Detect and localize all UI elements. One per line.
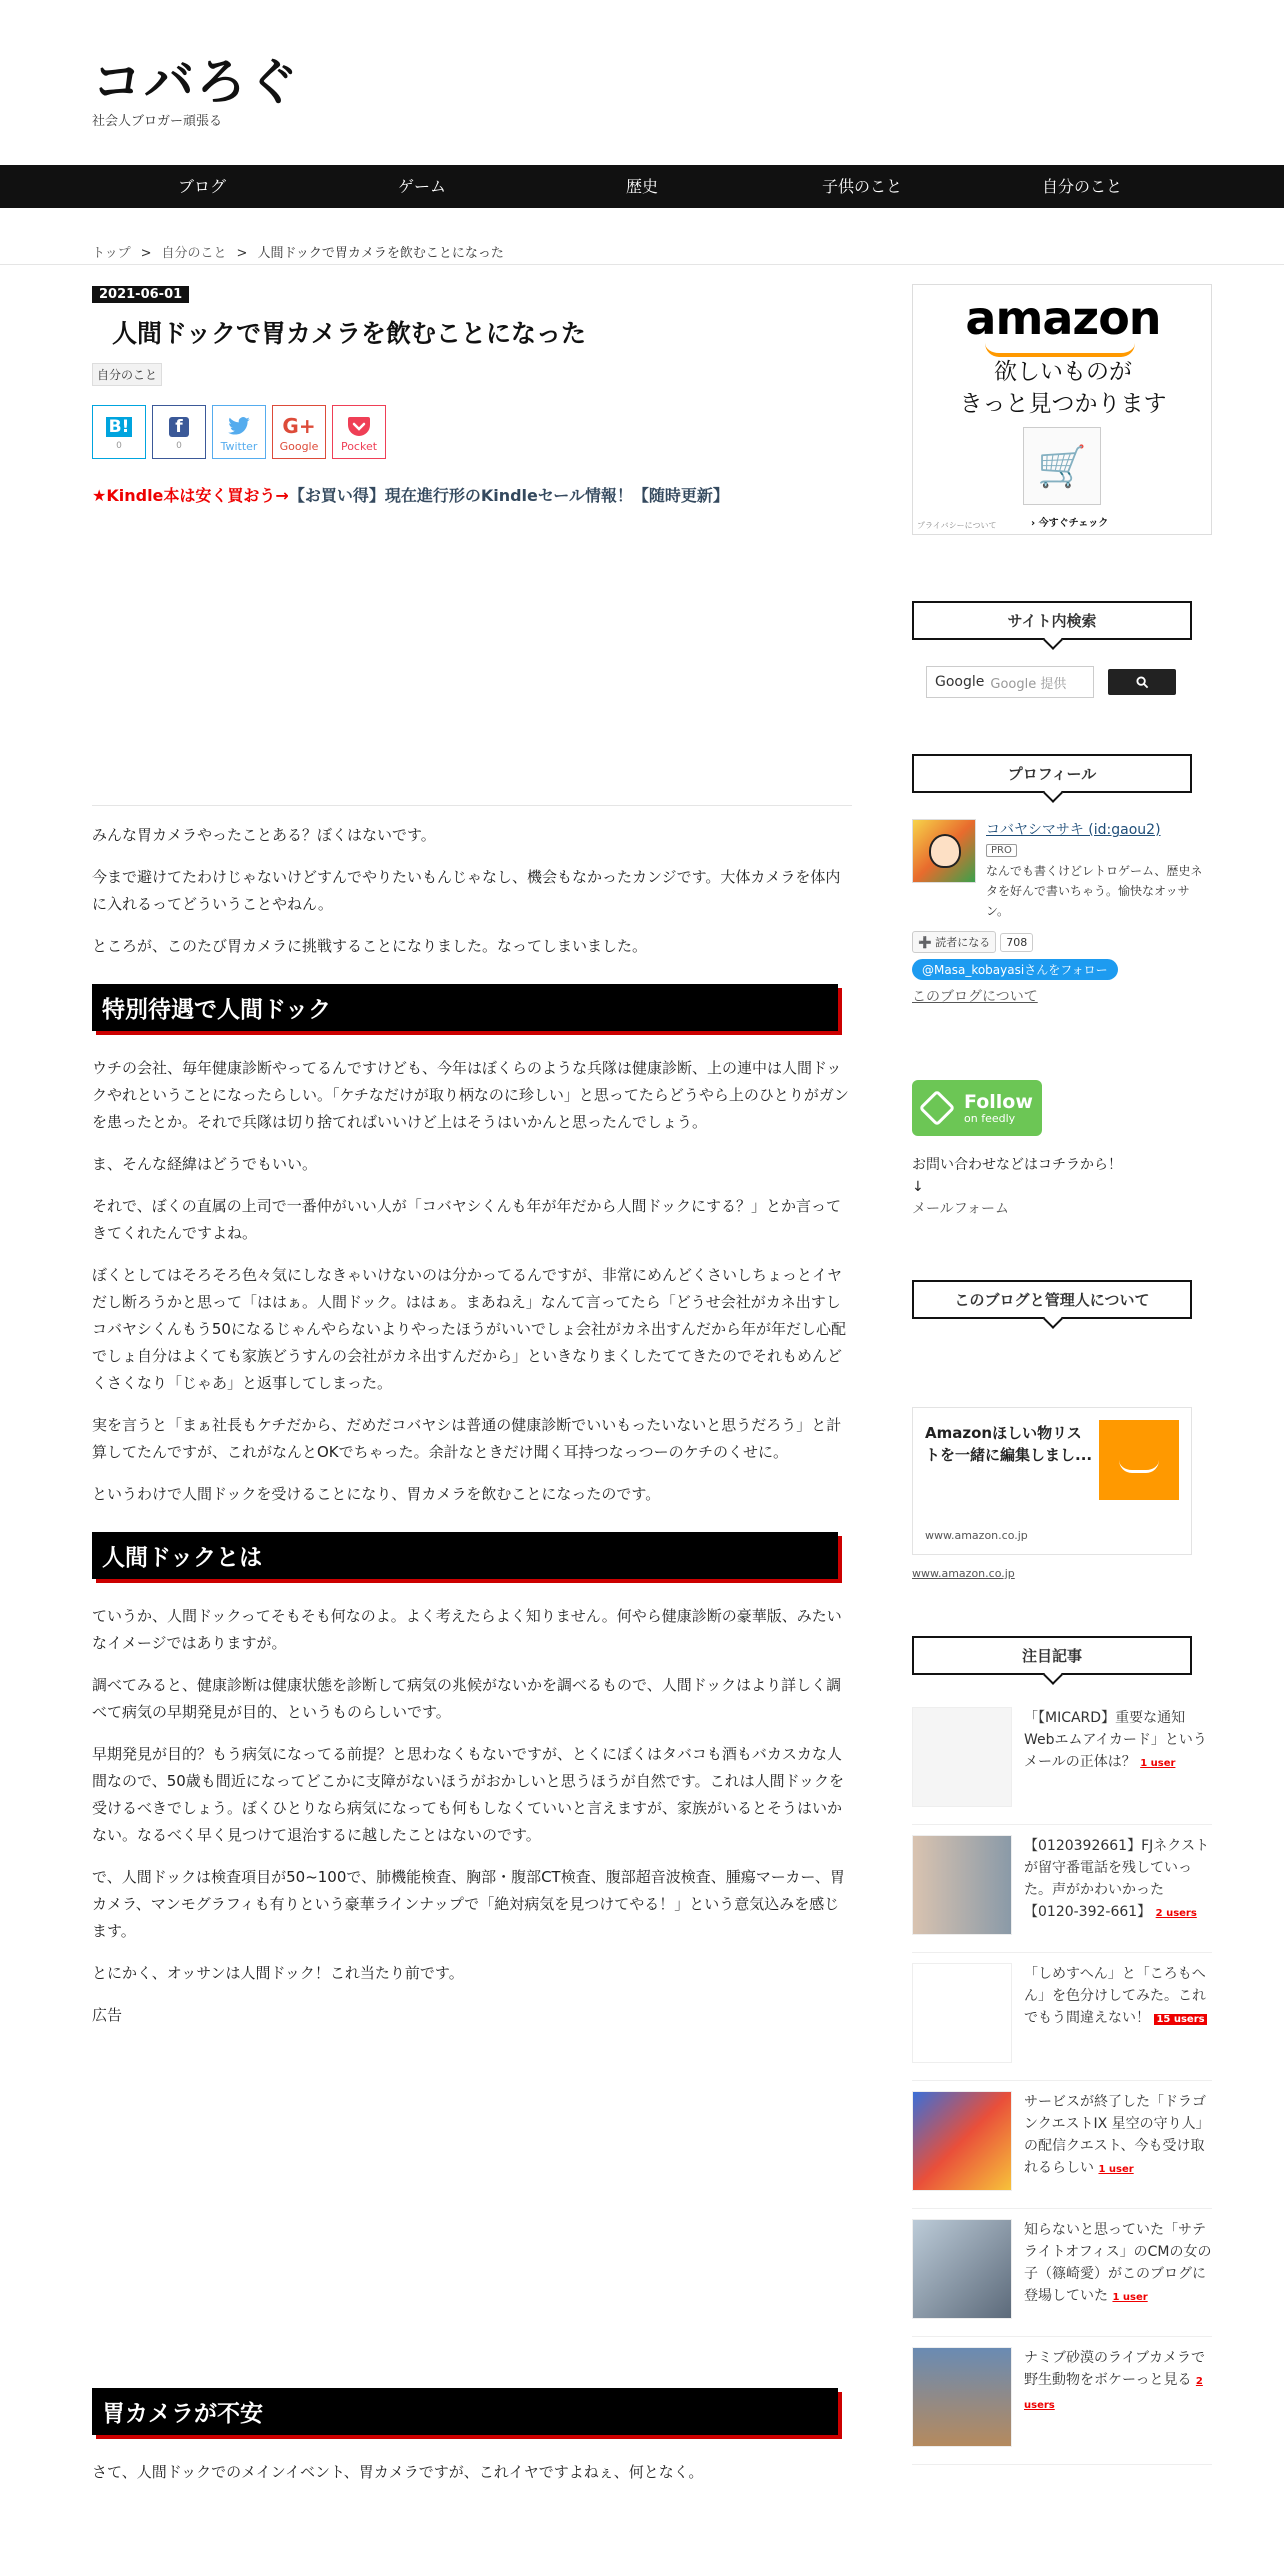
hot-entry[interactable] <box>912 1825 1212 1953</box>
thumbnail <box>912 2091 1012 2191</box>
reader-count: 708 <box>1000 933 1033 952</box>
twitter-follow-button[interactable]: @Masa_kobayasiさんをフォロー <box>912 959 1118 980</box>
breadcrumb-category[interactable]: 自分のこと <box>161 246 227 261</box>
check-now-link[interactable]: › 今すぐチェック <box>1031 518 1109 529</box>
entry-title: 「【MICARD】重要な通知Webエムアイカード」というメールの正体は？ <box>1024 1710 1207 1770</box>
amazon-ad-line2: きっと見つかります <box>959 391 1167 417</box>
entry-title: 「しめすへん」と「ころもへん」を色分けしてみた。これでもう間違えない！ <box>1024 1966 1206 2026</box>
hatena-bookmark-button[interactable] <box>92 405 146 459</box>
article <box>92 284 852 2501</box>
amazon-link[interactable]: www.amazon.co.jp <box>912 1567 1015 1580</box>
section-heading: 人間ドックとは <box>92 1532 838 1579</box>
google-brand: Google <box>935 674 985 690</box>
hatena-icon: B! <box>105 413 133 441</box>
paragraph: で、人間ドックは検査項目が50~100で、肺機能検査、胸部・腹部CT検査、腹部超音波検査、腫瘍マーカー、胃カメラ、マンモグラフィも有りという豪華ラインナップで「絶対病気を見つけてやる！」という意気込みを感じます。 <box>92 1868 845 1940</box>
entry-title: 【0120392661】FJネクストが留守番電話を残していった。声がかわいかった【0120-392-661】 <box>1024 1838 1210 1920</box>
pocket-icon <box>345 412 373 440</box>
bookmark-count[interactable]: 15 users <box>1156 2014 1205 2025</box>
share-buttons <box>92 405 852 459</box>
section-heading: 特別待遇で人間ドック <box>92 984 838 1031</box>
twitter-label: Twitter <box>220 439 258 453</box>
cart-icon: 🛒 <box>1023 427 1101 505</box>
kindle-sale-link[interactable]: 【お買い得】現在進行形のKindleセール情報！【随時更新】 <box>288 486 729 505</box>
kindle-promo <box>92 483 852 506</box>
paragraph: ていうか、人間ドックってそもそも何なのよ。よく考えたらよく知りません。何やら健康診断の豪華版、みたいなイメージではありますが。 <box>92 1607 842 1652</box>
thumbnail <box>912 2219 1012 2319</box>
amazon-logo: amazon <box>965 291 1161 345</box>
card-domain: www.amazon.co.jp <box>925 1529 1028 1542</box>
reader-widget <box>912 931 1212 953</box>
kindle-prefix: ★Kindle本は安く買おう→ <box>92 486 289 505</box>
about-blog-link[interactable]: このブログについて <box>912 989 1038 1005</box>
breadcrumb-current: 人間ドックで胃カメラを飲むことになった <box>257 246 504 261</box>
site-title[interactable]: コバろぐ <box>92 53 300 111</box>
entry-title: サービスが終了した「ドラゴンクエストIX 星空の守り人」の配信クエスト、今も受け取れるらしい <box>1024 2094 1210 2176</box>
twitter-share-button[interactable] <box>212 405 266 459</box>
arrow-down-icon: ↓ <box>912 1179 924 1195</box>
hot-entry[interactable] <box>912 1953 1212 2081</box>
bookmark-count[interactable]: 2 users <box>1024 2376 1203 2411</box>
pocket-label: Pocket <box>340 439 378 453</box>
hot-entry[interactable] <box>912 2209 1212 2337</box>
nav-item-blog[interactable]: ブログ <box>177 177 226 196</box>
thumbnail <box>912 1835 1012 1935</box>
widget-title-search: サイト内検索 <box>912 601 1192 640</box>
paragraph: ぼくとしてはそろそろ色々気にしなきゃいけないのは分かってるんですが、非常にめんどくさいしちょっとイヤだし断ろうかと思って「ははぁ。人間ドック。ははぁ。まあねえ」なんて言ってたら「どうせ会社がカネ出すしコバヤシくんもう50になるじゃんやらないよりやったほうがいいでしょ会社がカネ出すんだから年が年だし心配でしょ自分はよくても家族どうすんの会社がカネ出すんだから」といきなりまくしたててきたのでそれもめんどくさくなり「じゃあ」と返事してしまった。 <box>92 1266 846 1392</box>
ad-space <box>92 2044 852 2364</box>
amazon-thumbnail <box>1099 1420 1179 1500</box>
feedly-title: Follow <box>964 1090 1033 1113</box>
amazon-wishlist-card[interactable] <box>912 1407 1192 1555</box>
paragraph: 調べてみると、健康診断は健康状態を診断して病気の兆候がないかを調べるもので、人間ドックはより詳しく調べて病気の早期発見が目的、というものらしいです。 <box>92 1676 842 1721</box>
facebook-share-button[interactable] <box>152 405 206 459</box>
category-tag[interactable]: 自分のこと <box>92 363 162 386</box>
sidebar <box>912 284 1212 2465</box>
pro-badge: PRO <box>986 844 1017 857</box>
paragraph: 早期発見が目的？もう病気になってる前提？と思わなくもないですが、とくにぼくはタバコも酒もバカスカな人間なので、50歳も間近になってどこかに支障がないほうがおかしいと思うほうが自然です。これは人間ドックを受けるべきでしょう。ぼくひとりなら病気になっても何もしなくていいと言えますが、家族がいるとそうはいかない。なるべく早く見つけて退治するに越したことはないのです。 <box>92 1745 844 1844</box>
search-icon <box>1136 676 1149 689</box>
ad-space <box>92 506 852 806</box>
subscribe-button[interactable]: ➕ 読者になる <box>912 931 996 953</box>
contact-section <box>912 1154 1212 1220</box>
paragraph: それで、ぼくの直属の上司で一番仲がいい人が「コバヤシくんも年が年だから人間ドックにする？」とか言ってきてくれたんですよね。 <box>92 1197 841 1242</box>
contact-text: お問い合わせなどはコチラから！ <box>912 1157 1122 1173</box>
paragraph: というわけで人間ドックを受けることになり、胃カメラを飲むことになったのです。 <box>92 1485 661 1503</box>
bookmark-count[interactable]: 1 user <box>1140 1758 1176 1769</box>
global-nav <box>0 165 1284 208</box>
ad-label: 広告 <box>92 2006 123 2024</box>
twitter-icon <box>225 412 253 440</box>
share-count: 0 <box>116 441 122 451</box>
article-body <box>92 822 852 2486</box>
share-count: 0 <box>176 441 182 451</box>
facebook-icon: f <box>165 413 193 441</box>
feedly-sub: on feedly <box>964 1111 1016 1125</box>
avatar[interactable] <box>912 819 976 883</box>
breadcrumb-top[interactable]: トップ <box>92 246 131 261</box>
hot-entry[interactable] <box>912 1697 1212 1825</box>
search-button[interactable] <box>1108 669 1176 695</box>
amazon-ad-banner[interactable] <box>912 284 1212 535</box>
paragraph: 今まで避けてたわけじゃないけどすんでやりたいもんじゃなし、機会もなかったカンジです。大体カメラを体内に入れるってどういうことやねん。 <box>92 868 841 913</box>
breadcrumb <box>92 242 504 261</box>
divider <box>0 264 1284 265</box>
nav-item-kids[interactable]: 子供のこと <box>821 177 902 196</box>
thumbnail <box>912 1707 1012 1807</box>
bookmark-count[interactable]: 2 users <box>1155 1908 1197 1919</box>
breadcrumb-separator: > <box>140 246 152 261</box>
entry-title: ナミブ砂漠のライブカメラで野生動物をボケーっと見る <box>1024 2350 1206 2388</box>
post-date: 2021-06-01 <box>92 286 189 303</box>
nav-item-self[interactable]: 自分のこと <box>1041 177 1122 196</box>
pocket-share-button[interactable] <box>332 405 386 459</box>
search-input[interactable] <box>926 666 1094 698</box>
site-search <box>926 666 1212 698</box>
thumbnail <box>912 1963 1012 2063</box>
google-label: Google <box>279 439 319 453</box>
paragraph: ま、そんな経緯はどうでもいい。 <box>92 1155 318 1173</box>
google-plus-icon: G+ <box>282 413 316 438</box>
hot-entries <box>912 1697 1212 2465</box>
hot-entry[interactable] <box>912 2337 1212 2465</box>
profile-name-link[interactable]: コバヤシマサキ (id:gaou2) <box>986 822 1161 838</box>
bookmark-count[interactable]: 1 user <box>1098 2164 1134 2175</box>
site-header <box>0 0 1284 165</box>
paragraph: とにかく、オッサンは人間ドック！これ当たり前です。 <box>92 1964 464 1982</box>
widget-title-about: このブログと管理人について <box>912 1280 1192 1319</box>
post-title: 人間ドックで胃カメラを飲むことになった <box>112 319 587 348</box>
thumbnail <box>912 2347 1012 2447</box>
paragraph: ところが、このたび胃カメラに挑戦することになりました。なってしまいました。 <box>92 937 648 955</box>
feedly-icon <box>919 1090 956 1127</box>
nav-item-history[interactable]: 歴史 <box>625 177 658 196</box>
entry-title: 知らないと思っていた「サテライトオフィス」のCMの女の子（篠崎愛）がこのブログに登場していた <box>1024 2222 1212 2304</box>
profile-description: なんでも書くけどレトロゲーム、歴史ネタを好んで書いちゃう。愉快なオッサン。 <box>986 864 1203 918</box>
paragraph: みんな胃カメラやったことある？ぼくはないです。 <box>92 826 436 844</box>
nav-item-game[interactable]: ゲーム <box>397 177 446 196</box>
paragraph: 実を言うと「まぁ社長もケチだから、だめだコバヤシは普通の健康診断でいいもったいないと思うだろう」と計算してたんですが、これがなんとOKでちゃった。余計なときだけ聞く耳持つなっつーのケチのくせに。 <box>92 1416 842 1461</box>
amazon-ad-line1: 欲しいものが <box>994 359 1132 385</box>
search-placeholder: Google 提供 <box>990 676 1067 692</box>
feedly-follow-button[interactable] <box>912 1080 1042 1136</box>
card-title: Amazonほしい物リストを一緒に編集しまし... <box>925 1424 1093 1464</box>
privacy-link[interactable]: プライバシーについて <box>917 521 997 530</box>
google-plus-share-button[interactable] <box>272 405 326 459</box>
breadcrumb-separator: > <box>236 246 248 261</box>
widget-title-hot: 注目記事 <box>912 1636 1192 1675</box>
mail-form-link[interactable]: メールフォーム <box>912 1201 1010 1217</box>
paragraph: ウチの会社、毎年健康診断やってるんですけども、今年はぼくらのような兵隊は健康診断、上の連中は人間ドックやれということになったらしい。「ケチなだけが取り柄なのに珍しい」と思ってたらどうやら上のひとりがガンを患ったとか。それで兵隊は切り捨てればいいけど上はそうはいかんと思ったんでしょう。 <box>92 1059 849 1131</box>
profile-widget <box>912 819 1212 1006</box>
site-description: 社会人ブロガー頑張る <box>92 114 223 129</box>
hot-entry[interactable] <box>912 2081 1212 2209</box>
paragraph: さて、人間ドックでのメインイベント、胃カメラですが、これイヤですよねぇ、何となく。 <box>92 2463 704 2481</box>
bookmark-count[interactable]: 1 user <box>1112 2292 1148 2303</box>
widget-title-profile: プロフィール <box>912 754 1192 793</box>
section-heading: 胃カメラが不安 <box>92 2388 838 2435</box>
